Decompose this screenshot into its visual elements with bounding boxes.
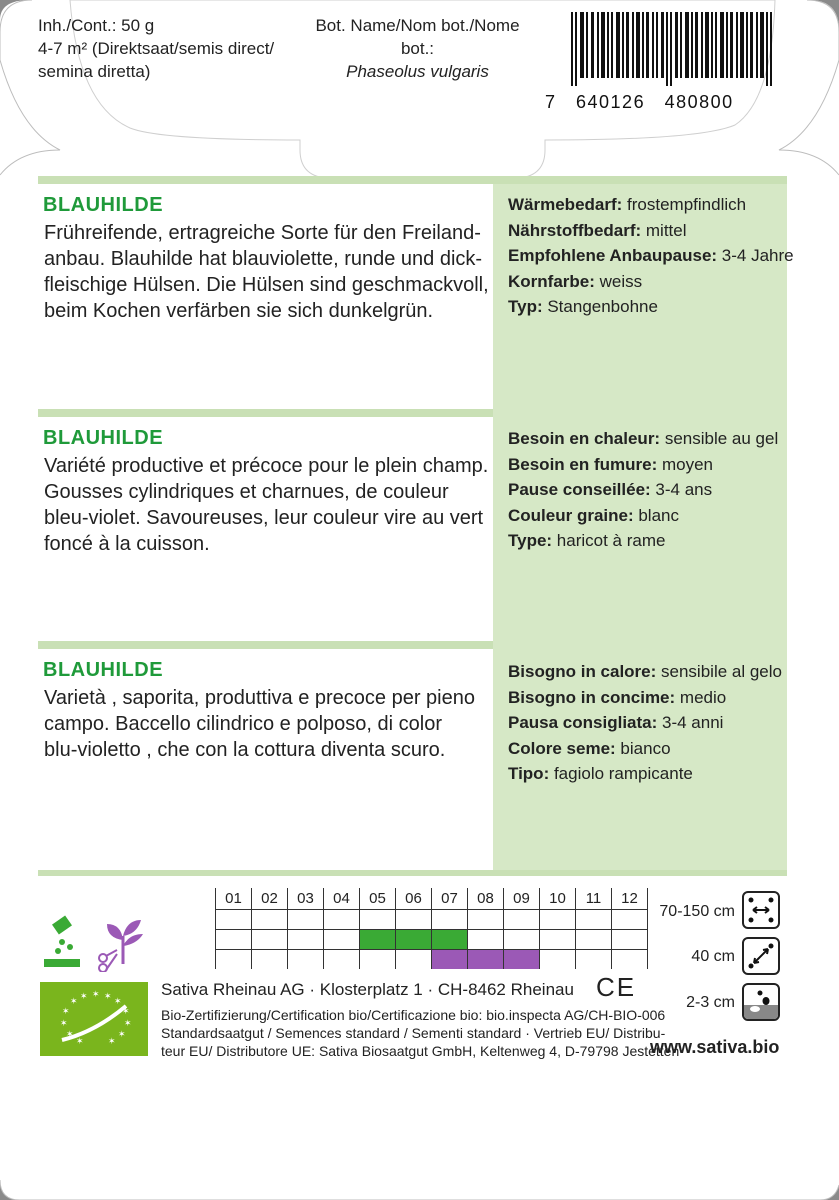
section-divider-top [38, 176, 787, 184]
description-line: campo. Baccello cilindrico e polposo, di color [44, 713, 442, 735]
attribute-row [508, 736, 782, 762]
sowing-depth-icon [742, 983, 780, 1021]
barcode-number: 7 640126 480800 [545, 92, 734, 112]
attribute-row [508, 294, 794, 320]
plant-spacing-icon [742, 937, 780, 975]
sowing-depth-value: 2-3 cm [686, 994, 735, 1011]
attribute-key: Bisogno in concime: [508, 687, 676, 707]
certification-line: Bio-Zertifizierung/Certification bio/Certificazione bio: bio.inspecta AG/CH-BIO-006 [161, 1007, 666, 1023]
attribute-key: Type: [508, 531, 553, 550]
month-label: 10 [540, 888, 576, 910]
svg-text:✶: ✶ [76, 1037, 84, 1047]
svg-text:✶: ✶ [62, 1007, 70, 1017]
botanical-label: Bot. Name/Nom bot./Nome bot.: [315, 16, 520, 58]
botanical-info [300, 14, 535, 83]
calendar-cell [612, 950, 648, 970]
attribute-key: Couleur graine: [508, 505, 634, 525]
calendar-cell [216, 950, 252, 970]
attribute-row [508, 192, 794, 218]
calendar-cell [216, 910, 252, 930]
attribute-key: Tipo: [508, 764, 550, 783]
attribute-row [508, 710, 782, 736]
calendar-cell [216, 930, 252, 950]
content-weight: Inh./Cont.: 50 g [38, 16, 155, 35]
harvest-cell [504, 950, 540, 970]
attribute-value: sensible au gel [660, 429, 779, 448]
calendar-cell [288, 930, 324, 950]
row-spacing-icon [742, 891, 780, 929]
attribute-value: 3-4 anni [657, 713, 724, 732]
attribute-row [508, 426, 778, 452]
calendar-cell [540, 930, 576, 950]
svg-text:✶: ✶ [80, 992, 88, 1002]
barcode [545, 12, 791, 112]
attribute-value: fagiolo rampicante [549, 764, 693, 783]
svg-text:✶: ✶ [122, 1007, 130, 1017]
description-line: bleu-violet. Savoureuses, leur couleur vire au vert [44, 507, 484, 529]
calendar-cell [504, 910, 540, 930]
attribute-key: Kornfarbe: [508, 271, 595, 291]
content-info [38, 14, 274, 83]
calendar-cell [432, 910, 468, 930]
description-line: anbau. Blauhilde hat blauviolette, runde und dick- [44, 248, 483, 270]
attribute-row [508, 503, 778, 529]
description-line: Frühreifende, ertragreiche Sorte für den Freiland- [44, 222, 481, 244]
month-label: 08 [468, 888, 504, 910]
plant-spacing-value: 40 cm [691, 948, 735, 965]
svg-text:✶: ✶ [118, 1030, 126, 1040]
attribute-row [508, 477, 778, 503]
attributes-french [493, 426, 778, 554]
attribute-value: moyen [657, 454, 713, 474]
attribute-key: Wärmebedarf: [508, 195, 623, 214]
calendar-cell [324, 950, 360, 970]
section-divider-bottom [38, 870, 787, 876]
section-german [38, 194, 493, 324]
calendar-cell [504, 930, 540, 950]
calendar-cell [576, 950, 612, 970]
attribute-value: 3-4 ans [650, 480, 713, 499]
attribute-row [508, 685, 782, 711]
svg-text:✶: ✶ [92, 990, 100, 1000]
calendar-cell [252, 910, 288, 930]
calendar-cell [576, 910, 612, 930]
harvest-icon [95, 912, 150, 972]
attributes-italian [493, 659, 782, 787]
attribute-key: Colore seme: [508, 738, 616, 758]
sowing-area: 4-7 m² (Direktsaat/semis direct/ [38, 39, 275, 58]
standard-seed-line: Standardsaatgut / Semences standard / Sementi standard · Vertrieb EU/ Distribu- [161, 1025, 666, 1041]
calendar-cell [324, 910, 360, 930]
sowing-cell [432, 930, 468, 950]
calendar-cell [324, 930, 360, 950]
attribute-row [508, 243, 794, 269]
attribute-row [508, 528, 778, 554]
attribute-key: Nährstoffbedarf: [508, 220, 642, 240]
month-label: 05 [360, 888, 396, 910]
calendar-cell [396, 910, 432, 930]
attribute-key: Bisogno in calore: [508, 662, 657, 681]
variety-title: BLAUHILDE [43, 659, 164, 681]
sowing-icon [40, 915, 92, 971]
attribute-key: Besoin en fumure: [508, 454, 658, 474]
attribute-key: Pause conseillée: [508, 480, 651, 499]
description [44, 685, 493, 763]
calendar-cell [396, 950, 432, 970]
attribute-value: Stangenbohne [542, 297, 658, 316]
attribute-key: Besoin en chaleur: [508, 429, 661, 448]
calendar-cell [252, 950, 288, 970]
calendar-cell [360, 910, 396, 930]
sowing-cell [396, 930, 432, 950]
month-label: 06 [396, 888, 432, 910]
svg-text:✶: ✶ [124, 1019, 132, 1029]
attribute-row [508, 218, 794, 244]
calendar-cell [252, 930, 288, 950]
sowing-calendar [215, 888, 648, 969]
variety-title: BLAUHILDE [43, 427, 164, 449]
description-line: Varietà , saporita, produttiva e precoce per pieno [44, 687, 475, 709]
description-line: fleischige Hülsen. Die Hülsen sind geschmackvoll, [44, 274, 489, 296]
distributor-line: teur EU/ Distributore UE: Sativa Biosaatgut GmbH, Keltenweg 4, D-79798 Jestetten [161, 1043, 680, 1059]
company-address: Sativa Rheinau AG · Klosterplatz 1 · CH-8462 Rheinau [161, 980, 574, 999]
sowing-cell [360, 930, 396, 950]
description-line: foncé à la cuisson. [44, 533, 210, 555]
attribute-key: Typ: [508, 297, 543, 316]
botanical-name: Phaseolus vulgaris [346, 62, 489, 81]
description-line: Gousses cylindriques et charnues, de couleur [44, 481, 449, 503]
month-label: 07 [432, 888, 468, 910]
attribute-value: mittel [641, 220, 687, 240]
calendar-cell [288, 910, 324, 930]
attribute-row [508, 659, 782, 685]
calendar-cell [540, 910, 576, 930]
attribute-value: medio [675, 687, 727, 707]
svg-text:✶: ✶ [60, 1019, 68, 1029]
attribute-value: 3-4 Jahre [717, 246, 794, 265]
month-label: 09 [504, 888, 540, 910]
description [44, 220, 493, 324]
month-label: 02 [252, 888, 288, 910]
eu-organic-logo [40, 982, 148, 1056]
harvest-cell [468, 950, 504, 970]
calendar-cell [468, 910, 504, 930]
svg-text:✶: ✶ [114, 997, 122, 1007]
month-label: 03 [288, 888, 324, 910]
section-french [38, 427, 493, 557]
description [44, 453, 493, 557]
calendar-cell [576, 930, 612, 950]
attribute-value: sensibile al gelo [656, 662, 782, 681]
barcode-bars [545, 12, 791, 86]
attribute-key: Empfohlene Anbaupause: [508, 246, 718, 265]
calendar-cell [468, 930, 504, 950]
calendar-cell [540, 950, 576, 970]
legal-text [161, 1006, 679, 1060]
section-italian [38, 659, 493, 763]
calendar-cell [612, 910, 648, 930]
attribute-row [508, 761, 782, 787]
description-line: beim Kochen verfärben sie sich dunkelgrün. [44, 300, 434, 322]
attribute-value: weiss [594, 271, 643, 291]
svg-text:✶: ✶ [66, 1030, 74, 1040]
attribute-key: Pausa consigliata: [508, 713, 658, 732]
ce-mark: CE [596, 972, 637, 1002]
description-line: Variété productive et précoce pour le plein champ. [44, 455, 489, 477]
month-label: 04 [324, 888, 360, 910]
variety-title: BLAUHILDE [43, 194, 164, 216]
month-label: 12 [612, 888, 648, 910]
svg-text:✶: ✶ [70, 997, 78, 1007]
svg-text:✶: ✶ [104, 992, 112, 1002]
calendar-cell [360, 950, 396, 970]
attribute-value: frostempfindlich [622, 195, 747, 214]
sowing-area-cont: semina diretta) [38, 62, 151, 81]
attributes-german [493, 192, 794, 320]
harvest-cell [432, 950, 468, 970]
calendar-cell [288, 950, 324, 970]
description-line: blu-violetto , che con la cottura diventa scuro. [44, 739, 446, 761]
attribute-row [508, 452, 778, 478]
month-label: 11 [576, 888, 612, 910]
website-link[interactable]: www.sativa.bio [650, 1037, 780, 1057]
row-spacing-value: 70-150 cm [659, 903, 735, 920]
calendar-cell [612, 930, 648, 950]
month-label: 01 [216, 888, 252, 910]
attribute-row [508, 269, 794, 295]
attribute-value: blanc [633, 505, 679, 525]
svg-text:✶: ✶ [108, 1037, 116, 1047]
attribute-value: bianco [615, 738, 671, 758]
attribute-value: haricot à rame [552, 531, 666, 550]
